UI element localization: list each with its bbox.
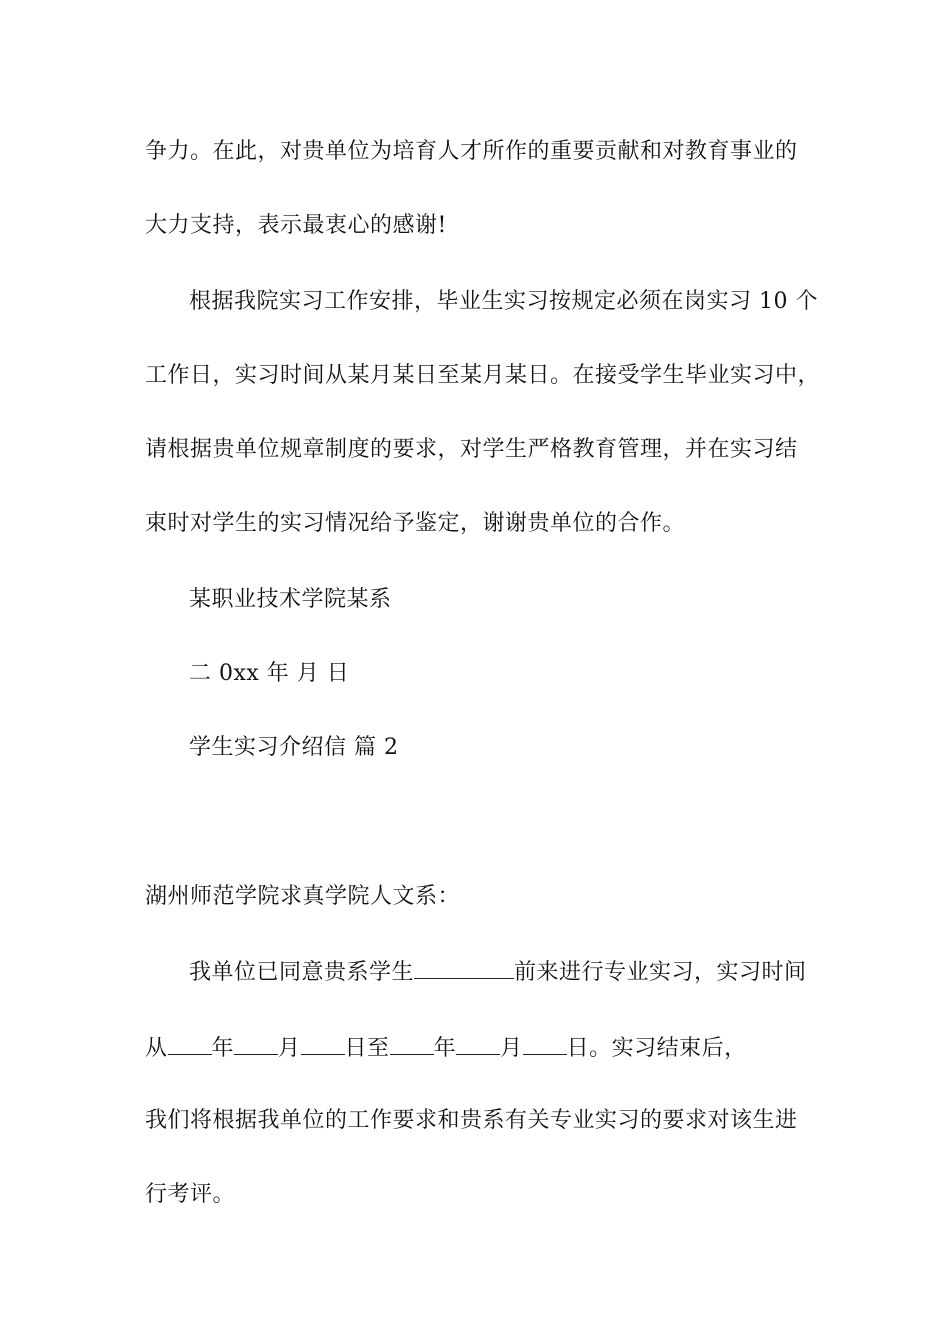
end-year-label: 年 <box>433 1036 457 1061</box>
start-month-label: 月 <box>278 1036 301 1061</box>
section-2-title: 学生实习介绍信 篇 2 <box>189 735 399 760</box>
paragraph-1-line-2: 大力支持，表示最衷心的感谢! <box>145 213 447 238</box>
paragraph-2-line-4: 束时对学生的实习情况给予鉴定，谢谢贵单位的合作。 <box>145 511 686 536</box>
student-name-blank <box>414 956 514 979</box>
end-day-blank <box>523 1032 567 1055</box>
start-day-to-label: 日至 <box>344 1036 390 1061</box>
signature-date: 二 0xx 年 月 日 <box>189 661 350 686</box>
start-day-blank <box>301 1032 345 1055</box>
letter-2-line-1-text-a: 我单位已同意贵系学生 <box>189 960 415 985</box>
letter-2-salutation: 湖州师范学院求真学院人文系： <box>145 884 461 909</box>
paragraph-2-line-1: 根据我院实习工作安排，毕业生实习按规定必须在岗实习 10 个 <box>189 289 818 314</box>
letter-2-line-1 <box>189 956 807 988</box>
start-year-blank <box>168 1032 212 1055</box>
end-year-blank <box>390 1032 434 1055</box>
paragraph-2-line-3: 请根据贵单位规章制度的要求，对学生严格教育管理，并在实习结 <box>145 437 798 462</box>
start-month-blank <box>234 1032 278 1055</box>
end-month-label: 月 <box>500 1036 523 1061</box>
end-day-label: 日。实习结束后， <box>566 1036 747 1061</box>
end-month-blank <box>456 1032 500 1055</box>
date-from-label: 从 <box>145 1036 168 1061</box>
letter-2-line-1-text-b: 前来进行专业实习，实习时间 <box>514 960 807 985</box>
paragraph-1-line-1: 争力。在此，对贵单位为培育人才所作的重要贡献和对教育事业的 <box>145 139 798 164</box>
letter-2-line-2 <box>145 1032 747 1064</box>
letter-2-line-3: 我们将根据我单位的工作要求和贵系有关专业实习的要求对该生进 <box>145 1108 798 1133</box>
letter-2-line-4: 行考评。 <box>145 1182 236 1207</box>
start-year-label: 年 <box>211 1036 235 1061</box>
paragraph-2-line-2: 工作日，实习时间从某月某日至某月某日。在接受学生毕业实习中， <box>145 363 821 388</box>
signature-organization: 某职业技术学院某系 <box>189 587 392 612</box>
